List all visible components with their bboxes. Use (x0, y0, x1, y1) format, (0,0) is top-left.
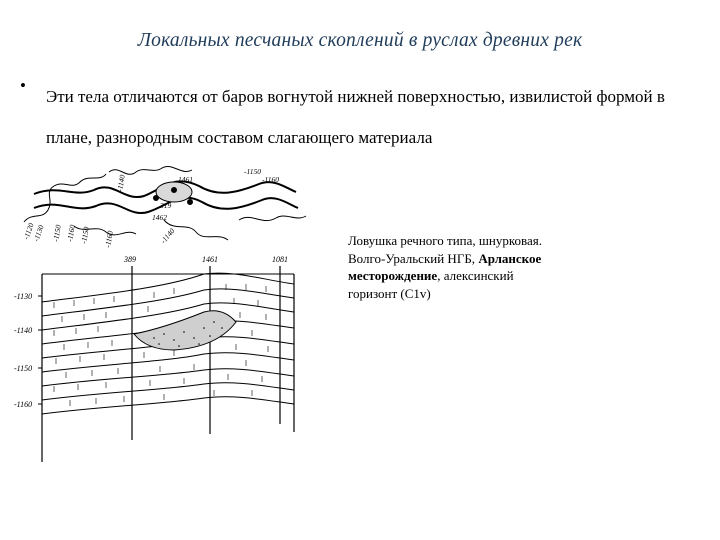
map-contour-label: -1150 (79, 226, 91, 245)
well-label: 389 (124, 255, 136, 264)
caption-line-1: Ловушка речного типа, шнурковая. (348, 233, 542, 248)
map-contour-label: -1150 (51, 224, 63, 243)
geologic-figure (14, 162, 344, 462)
well-label: 1461 (202, 255, 218, 264)
caption-horizon: , алексинский (437, 268, 514, 283)
page-title: Локальных песчаных скоплений в руслах древних рек (137, 30, 583, 51)
caption-field-word: месторождение (348, 268, 438, 283)
caption-line-3 (348, 267, 608, 285)
map-contour-label: -1140 (158, 226, 177, 246)
caption-line-2 (348, 250, 608, 268)
caption-field: Арланское (478, 250, 542, 266)
map-well-label: 1462 (152, 213, 167, 222)
depth-label: -1140 (14, 326, 33, 335)
map-contour-label: -1120 (21, 221, 36, 241)
figure-caption (348, 232, 608, 302)
figure-drawing (14, 162, 344, 462)
map-well-label: 319 (160, 201, 172, 210)
map-contour-label: -1130 (31, 223, 46, 243)
well-label: 1081 (272, 255, 288, 264)
map-contour-label: -1160 (103, 230, 115, 249)
map-contour-label: -1160 (65, 224, 77, 243)
map-well-label: 1461 (178, 175, 193, 184)
bullet-text: Эти тела отличаются от баров вогнутой нижней поверхностью, извилистой формой в плане, разнородным составом слагающего материала (46, 87, 665, 147)
cross-section (38, 266, 294, 462)
depth-label: -1150 (14, 364, 33, 373)
bullet-marker: • (20, 76, 26, 95)
depth-label: -1130 (14, 292, 33, 301)
map-contour-label: -1160 (262, 175, 279, 184)
map-contour-label: -1150 (244, 167, 261, 176)
caption-line-4: горизонт (С1v) (348, 285, 431, 301)
bullet-item (20, 76, 710, 158)
sand-lens (134, 311, 236, 350)
map-contour-label: -1140 (115, 174, 127, 193)
caption-basin: Волго-Уральский НГБ, (348, 250, 479, 266)
depth-label: -1160 (14, 400, 33, 409)
